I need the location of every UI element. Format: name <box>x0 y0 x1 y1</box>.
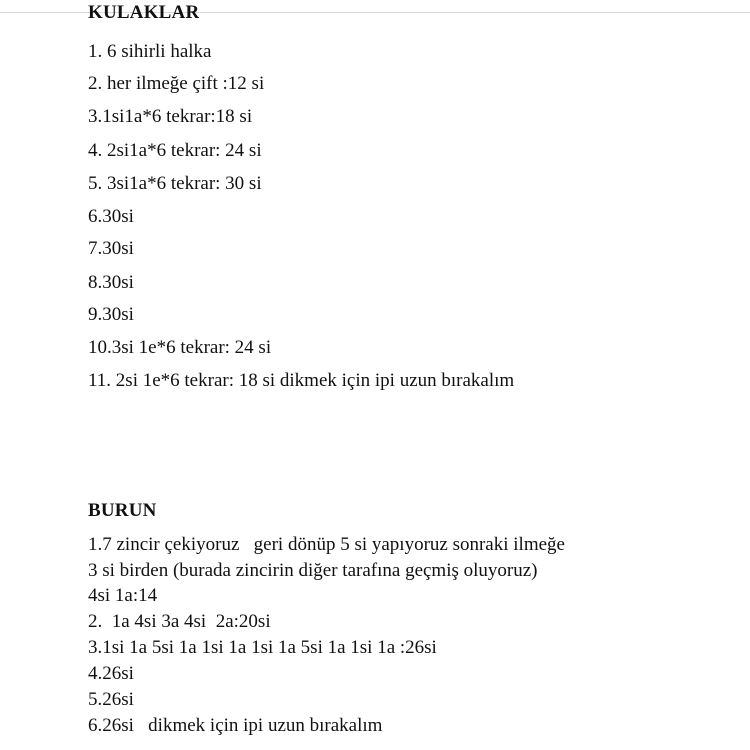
kulaklar-line-10: 10.3si 1e*6 tekrar: 24 si <box>88 337 272 358</box>
kulaklar-line-5: 5. 3si1a*6 tekrar: 30 si <box>88 173 262 194</box>
burun-line-3: 4si 1a:14 <box>88 585 158 606</box>
burun-line-6: 4.26si <box>88 663 134 684</box>
section-heading-kulaklar: KULAKLAR <box>88 2 200 18</box>
kulaklar-line-2: 2. her ilmeğe çift :12 si <box>88 73 265 94</box>
burun-line-1: 1.7 zincir çekiyoruz geri dönüp 5 si yapıyoruz sonraki ilmeğe <box>88 534 565 555</box>
kulaklar-line-11: 11. 2si 1e*6 tekrar: 18 si dikmek için ipi uzun bırakalım <box>88 370 515 391</box>
kulaklar-line-1: 1. 6 sihirli halka <box>88 41 212 62</box>
kulaklar-line-9: 9.30si <box>88 304 134 325</box>
kulaklar-line-8: 8.30si <box>88 272 134 293</box>
burun-line-2: 3 si birden (burada zincirin diğer tarafına geçmiş oluyoruz) <box>88 560 538 581</box>
kulaklar-line-6: 6.30si <box>88 206 134 227</box>
kulaklar-line-4: 4. 2si1a*6 tekrar: 24 si <box>88 140 262 161</box>
burun-line-5: 3.1si 1a 5si 1a 1si 1a 1si 1a 5si 1a 1si 1a :26si <box>88 637 437 658</box>
burun-line-4: 2. 1a 4si 3a 4si 2a:20si <box>88 611 271 632</box>
burun-line-7: 5.26si <box>88 689 134 710</box>
burun-line-8: 6.26si dikmek için ipi uzun bırakalım <box>88 715 383 736</box>
kulaklar-line-7: 7.30si <box>88 238 134 259</box>
section-heading-burun: BURUN <box>88 500 157 521</box>
kulaklar-line-3: 3.1si1a*6 tekrar:18 si <box>88 106 253 127</box>
